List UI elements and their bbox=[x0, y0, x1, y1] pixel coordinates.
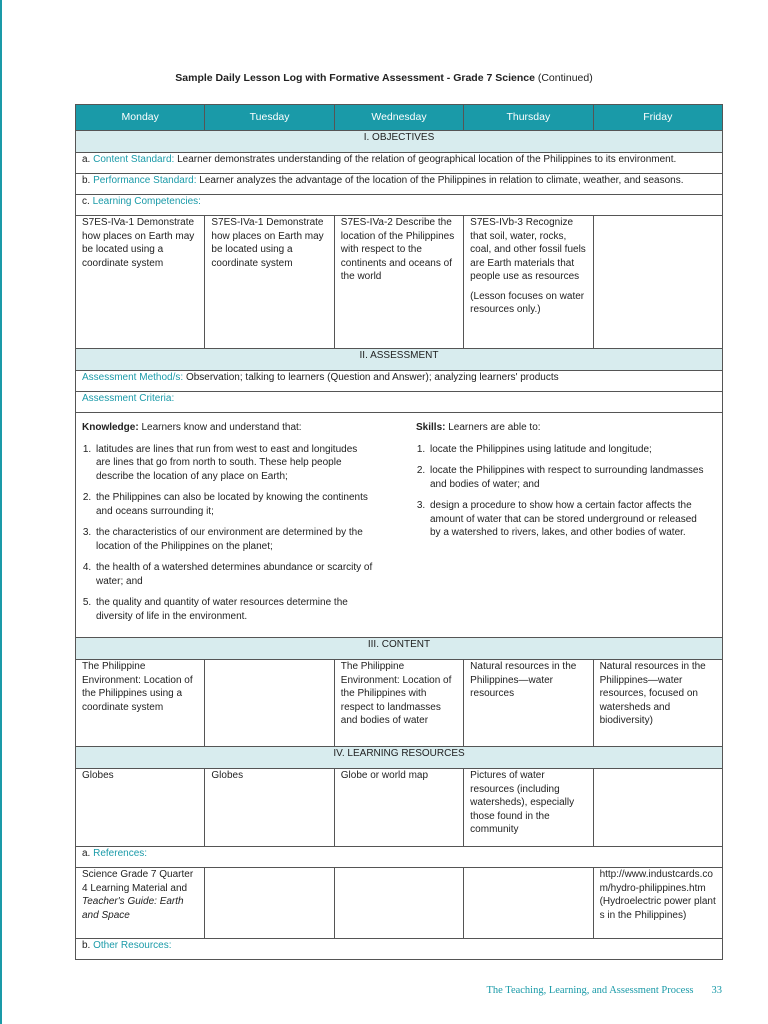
resource-monday: Globes bbox=[76, 769, 205, 847]
content-standard-label: Content Standard: bbox=[93, 154, 175, 165]
resource-thursday: Pictures of water resources (including watersheds), especially those found in the community bbox=[464, 769, 593, 847]
knowledge-intro: Learners know and understand that: bbox=[141, 422, 302, 433]
assessment-criteria-label: Assessment Criteria: bbox=[82, 393, 175, 404]
resources-cells-row bbox=[76, 769, 723, 847]
skill-item: 3. design a procedure to show how a certain factor affects the amount of water that can be stored underground or released by a watershed to rivers, lakes, and other bodies of water. bbox=[428, 499, 708, 540]
title-bold: Sample Daily Lesson Log with Formative Assessment - Grade 7 Science bbox=[175, 72, 535, 84]
performance-standard-prefix: b. bbox=[82, 175, 91, 186]
header-monday: Monday bbox=[76, 105, 205, 131]
skills-column bbox=[382, 421, 716, 631]
footer-text: The Teaching, Learning, and Assessment Process bbox=[486, 985, 694, 996]
header-tuesday: Tuesday bbox=[205, 105, 334, 131]
header-friday: Friday bbox=[593, 105, 722, 131]
skills-intro: Learners are able to: bbox=[448, 422, 541, 433]
reference-thursday bbox=[464, 868, 593, 939]
references-cells-row bbox=[76, 868, 723, 939]
knowledge-list bbox=[82, 443, 374, 624]
performance-standard-text: Learner analyzes the advantage of the location of the Philippines in relation to climate, weather, and seasons. bbox=[199, 175, 684, 186]
reference-monday-italic: Teacher's Guide: Earth and Space bbox=[82, 896, 184, 921]
day-header-row bbox=[76, 105, 723, 131]
content-friday: Natural resources in the Philippines—water resources, focused on watersheds and biodiversity) bbox=[593, 660, 722, 747]
knowledge-item: 3. the characteristics of our environment are determined by the location of the Philippines on the planet; bbox=[94, 526, 374, 553]
references-row bbox=[76, 847, 723, 868]
performance-standard-label: Performance Standard: bbox=[93, 175, 197, 186]
page-edge-line bbox=[0, 0, 2, 1024]
content-thursday: Natural resources in the Philippines—water resources bbox=[464, 660, 593, 747]
content-wednesday: The Philippine Environment: Location of the Philippines with respect to landmasses and bodies of water bbox=[334, 660, 463, 747]
header-thursday: Thursday bbox=[464, 105, 593, 131]
lesson-log-table bbox=[75, 104, 723, 960]
objectives-heading: I. OBJECTIVES bbox=[76, 131, 723, 153]
competencies-label: Learning Competencies: bbox=[92, 196, 201, 207]
page-footer bbox=[487, 985, 722, 996]
knowledge-item: 1. latitudes are lines that run from west to east and longitudes are lines that go from north to south. These help people describe the location of any place on Earth; bbox=[94, 443, 374, 484]
assessment-heading: II. ASSESSMENT bbox=[76, 349, 723, 371]
content-standard-text: Learner demonstrates understanding of the relation of geographical location of the Philippines to its environment. bbox=[177, 154, 677, 165]
content-standard-row bbox=[76, 153, 723, 174]
content-standard-prefix: a. bbox=[82, 154, 91, 165]
resource-tuesday: Globes bbox=[205, 769, 334, 847]
title-rest: (Continued) bbox=[537, 72, 593, 84]
skills-label: Skills: bbox=[416, 422, 446, 433]
competency-monday: S7ES-IVa-1 Demonstrate how places on Earth may be located using a coordinate system bbox=[76, 216, 205, 349]
competency-thursday bbox=[464, 216, 593, 349]
competencies-cells-row bbox=[76, 216, 723, 349]
knowledge-item: 5. the quality and quantity of water resources determine the diversity of life in the environment. bbox=[94, 596, 374, 623]
other-resources-prefix: b. bbox=[82, 940, 91, 951]
content-monday: The Philippine Environment: Location of the Philippines using a coordinate system bbox=[76, 660, 205, 747]
header-wednesday: Wednesday bbox=[334, 105, 463, 131]
content-tuesday bbox=[205, 660, 334, 747]
assessment-method-row bbox=[76, 371, 723, 392]
competency-thursday-note: (Lesson focuses on water resources only.) bbox=[470, 290, 585, 315]
competencies-prefix: c. bbox=[82, 196, 90, 207]
references-prefix: a. bbox=[82, 848, 91, 859]
assessment-criteria-cell bbox=[76, 413, 723, 638]
resource-friday bbox=[593, 769, 722, 847]
performance-standard-row bbox=[76, 174, 723, 195]
references-label: References: bbox=[93, 848, 148, 859]
competencies-row bbox=[76, 195, 723, 216]
knowledge-item: 4. the health of a watershed determines abundance or scarcity of water; and bbox=[94, 561, 374, 588]
knowledge-label: Knowledge: bbox=[82, 422, 139, 433]
reference-monday-text: Science Grade 7 Quarter 4 Learning Material and bbox=[82, 869, 194, 894]
reference-tuesday bbox=[205, 868, 334, 939]
knowledge-item: 2. the Philippines can also be located by knowing the continents and oceans surrounding it; bbox=[94, 491, 374, 518]
knowledge-column bbox=[82, 421, 382, 631]
reference-friday-link[interactable]: http://www.industcards.com/hydro-philippines.htm (Hydroelectric power plants in the Philippines) bbox=[593, 868, 722, 939]
assessment-criteria-row bbox=[76, 392, 723, 413]
resources-heading: IV. LEARNING RESOURCES bbox=[76, 747, 723, 769]
page-title bbox=[0, 72, 768, 84]
assessment-method-label: Assessment Method/s: bbox=[82, 372, 184, 383]
reference-monday bbox=[76, 868, 205, 939]
skills-list bbox=[416, 443, 708, 540]
page-number: 33 bbox=[711, 985, 722, 996]
other-resources-row bbox=[76, 939, 723, 960]
competency-wednesday: S7ES-IVa-2 Describe the location of the Philippines with respect to the continents and oceans of the world bbox=[334, 216, 463, 349]
competency-friday bbox=[593, 216, 722, 349]
skill-item: 2. locate the Philippines with respect to surrounding landmasses and bodies of water; and bbox=[428, 464, 708, 491]
content-heading: III. CONTENT bbox=[76, 638, 723, 660]
resource-wednesday: Globe or world map bbox=[334, 769, 463, 847]
competency-thursday-text: S7ES-IVb-3 Recognize that soil, water, rocks, coal, and other fossil fuels are Earth materials that people use as resources bbox=[470, 217, 586, 282]
reference-wednesday bbox=[334, 868, 463, 939]
content-cells-row bbox=[76, 660, 723, 747]
other-resources-label: Other Resources: bbox=[93, 940, 172, 951]
skill-item: 1. locate the Philippines using latitude and longitude; bbox=[428, 443, 708, 457]
competency-tuesday: S7ES-IVa-1 Demonstrate how places on Earth may be located using a coordinate system bbox=[205, 216, 334, 349]
assessment-method-text: Observation; talking to learners (Question and Answer); analyzing learners' products bbox=[185, 372, 559, 383]
